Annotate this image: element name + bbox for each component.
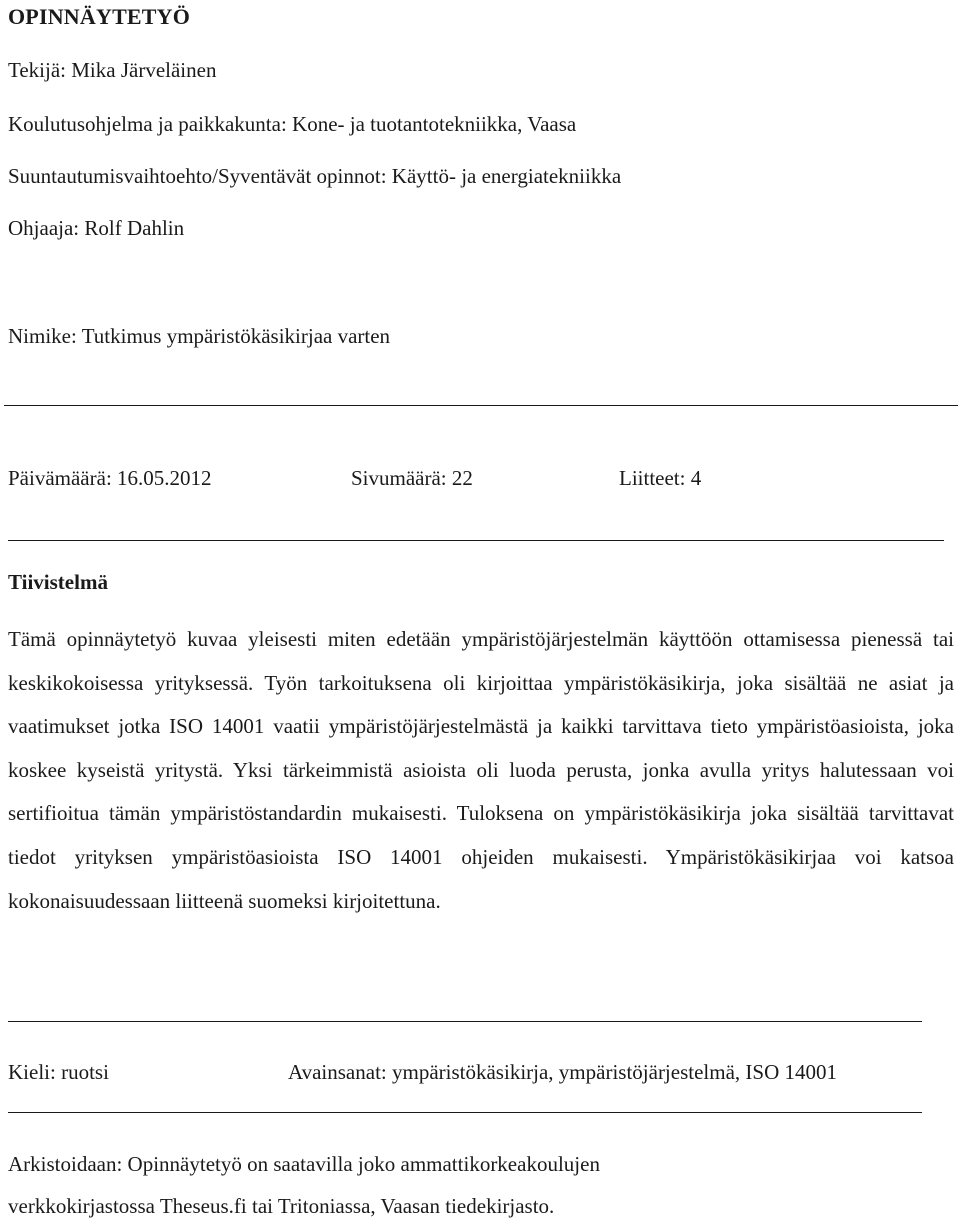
document-title: OPINNÄYTETYÖ — [8, 4, 191, 29]
specialization-line: Suuntautumisvaihtoehto/Syventävät opinnot: Käyttö- ja energiatekniikka — [8, 164, 622, 188]
abstract-text: Tämä opinnäytetyö kuvaa yleisesti miten edetään ympäristöjärjestelmän käyttöön ottamisessa pienessä tai keskikokoisessa yrityksessä. Työn tarkoituksena oli kirjoittaa ympäristökäsikirja, joka sisältää ne asiat ja vaatimukset jotka ISO 14001 vaatii ympäristöjärjestelmästä ja kaikki tarvittava tieto ympäristöasioista, joka koskee kyseistä yritystä. Yksi tärkeimmistä asioista oli luoda perusta, jonka avulla yritys halutessaan voi sertifioitua tämän ympäristöstandardin mukaisesti. Tuloksena on ympäristökäsikirja joka sisältää tarvittavat tiedot yrityksen ympäristöasioista ISO 14001 ohjeiden mukaisesti. Ympäristökäsikirjaa voi katsoa kokonaisuudessaan liitteenä suomeksi kirjoitettuna. — [8, 627, 954, 913]
archive-note: Arkistoidaan: Opinnäytetyö on saatavilla joko ammattikorkeakoulujen verkkokirjastossa Theseus.fi tai Tritoniassa, Vaasan tiedekirjasto. — [8, 1152, 600, 1218]
divider-abstract — [8, 1021, 922, 1022]
program-line: Koulutusohjelma ja paikkakunta: Kone- ja tuotantotekniikka, Vaasa — [8, 112, 577, 136]
author-line: Tekijä: Mika Järveläinen — [8, 58, 217, 82]
divider-meta — [8, 540, 944, 541]
language-field: Kieli: ruotsi — [8, 1060, 109, 1084]
page-count-field: Sivumäärä: 22 — [351, 466, 473, 490]
keywords-field: Avainsanat: ympäristökäsikirja, ympäristöjärjestelmä, ISO 14001 — [288, 1060, 837, 1084]
abstract-heading: Tiivistelmä — [8, 570, 108, 594]
supervisor-line: Ohjaaja: Rolf Dahlin — [8, 216, 185, 240]
date-field: Päivämäärä: 16.05.2012 — [8, 466, 212, 490]
divider-keywords — [8, 1112, 922, 1113]
subject-line: Nimike: Tutkimus ympäristökäsikirjaa varten — [8, 324, 391, 348]
attachments-field: Liitteet: 4 — [619, 466, 702, 490]
divider-top — [4, 405, 958, 406]
